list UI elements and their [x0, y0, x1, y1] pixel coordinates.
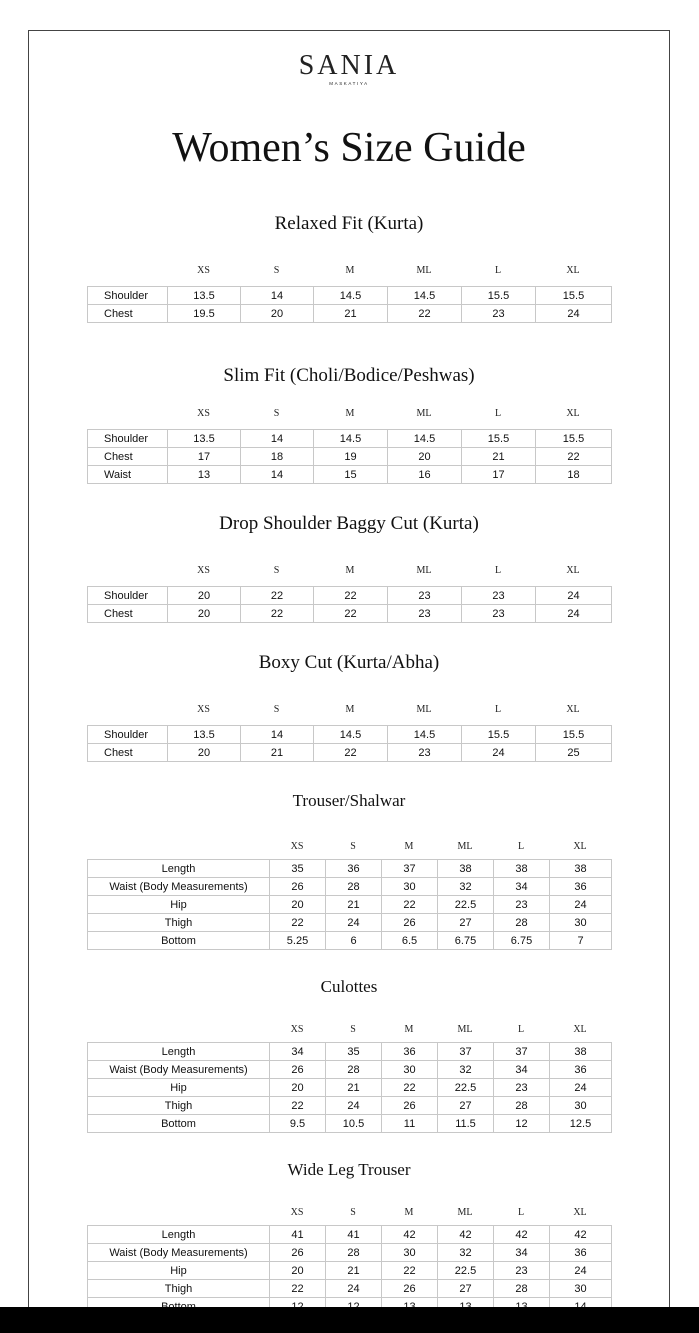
row-label: Bottom — [88, 1115, 270, 1133]
table-cell: 21 — [314, 305, 388, 323]
row-label: Bottom — [88, 932, 270, 950]
table-cell: 36 — [550, 1244, 612, 1262]
table-cell: 26 — [270, 1061, 326, 1079]
table-cell: 24 — [550, 1262, 612, 1280]
row-label: Hip — [88, 1262, 270, 1280]
row-label: Waist — [88, 466, 168, 484]
size-table — [87, 429, 612, 484]
table-cell: 20 — [168, 605, 241, 623]
size-header: M — [345, 565, 355, 576]
table-cell: 15.5 — [536, 287, 612, 305]
table-cell: 30 — [382, 878, 438, 896]
table-cell: 14.5 — [388, 430, 462, 448]
table-cell: 27 — [438, 1280, 494, 1298]
table-cell: 20 — [270, 1262, 326, 1280]
table-cell: 23 — [388, 744, 462, 762]
table-cell: 6.5 — [382, 932, 438, 950]
table-cell: 38 — [438, 860, 494, 878]
size-header: ML — [416, 565, 432, 576]
row-label: Waist (Body Measurements) — [88, 1061, 270, 1079]
row-label: Chest — [88, 448, 168, 466]
table-cell: 19 — [314, 448, 388, 466]
table-row — [88, 1079, 612, 1097]
size-header: M — [404, 1024, 414, 1035]
size-header: XL — [573, 841, 587, 852]
table-cell: 24 — [550, 896, 612, 914]
table-row — [88, 1097, 612, 1115]
table-cell: 20 — [168, 587, 241, 605]
section-title: Slim Fit (Choli/Bodice/Peshwas) — [223, 365, 475, 386]
table-cell: 14 — [241, 430, 314, 448]
size-header: S — [273, 565, 280, 576]
table-cell: 22.5 — [438, 896, 494, 914]
table-cell: 15.5 — [462, 287, 536, 305]
table-row — [88, 605, 612, 623]
size-table — [87, 1042, 612, 1133]
size-header: ML — [457, 1207, 473, 1218]
size-header: XS — [197, 408, 210, 419]
table-cell: 22 — [270, 1097, 326, 1115]
table-cell: 24 — [326, 1097, 382, 1115]
size-header: ML — [457, 841, 473, 852]
table-cell: 26 — [382, 914, 438, 932]
table-cell: 23 — [462, 587, 536, 605]
table-cell: 32 — [438, 878, 494, 896]
table-cell: 28 — [494, 1097, 550, 1115]
table-cell: 27 — [438, 1097, 494, 1115]
table-cell: 22 — [314, 587, 388, 605]
size-header: XL — [573, 1207, 587, 1218]
size-header: XL — [573, 1024, 587, 1035]
row-label: Shoulder — [88, 430, 168, 448]
table-cell: 20 — [168, 744, 241, 762]
table-cell: 36 — [382, 1043, 438, 1061]
table-cell: 22 — [382, 1079, 438, 1097]
size-header: M — [345, 265, 355, 276]
table-cell: 30 — [550, 914, 612, 932]
table-cell: 12 — [494, 1115, 550, 1133]
size-table — [87, 286, 612, 323]
size-header: S — [350, 1024, 356, 1035]
table-cell: 14.5 — [314, 726, 388, 744]
row-label: Thigh — [88, 1097, 270, 1115]
table-cell: 13.5 — [168, 287, 241, 305]
size-header: L — [494, 565, 502, 576]
size-header: XS — [197, 265, 210, 276]
table-cell: 37 — [494, 1043, 550, 1061]
table-cell: 32 — [438, 1061, 494, 1079]
table-cell: 38 — [550, 1043, 612, 1061]
table-cell: 36 — [550, 878, 612, 896]
table-cell: 18 — [536, 466, 612, 484]
table-cell: 30 — [382, 1244, 438, 1262]
table-cell: 7 — [550, 932, 612, 950]
table-cell: 22.5 — [438, 1262, 494, 1280]
row-label: Hip — [88, 1079, 270, 1097]
table-cell: 24 — [462, 744, 536, 762]
size-header: XL — [566, 408, 580, 419]
table-cell: 6 — [326, 932, 382, 950]
size-header: M — [404, 841, 414, 852]
table-cell: 30 — [550, 1280, 612, 1298]
table-cell: 21 — [241, 744, 314, 762]
table-cell: 34 — [494, 1061, 550, 1079]
table-cell: 5.25 — [270, 932, 326, 950]
table-cell: 20 — [270, 896, 326, 914]
table-row — [88, 896, 612, 914]
table-row — [88, 305, 612, 323]
table-cell: 22 — [536, 448, 612, 466]
size-header: ML — [416, 265, 432, 276]
table-cell: 22 — [270, 1280, 326, 1298]
table-row — [88, 1262, 612, 1280]
table-cell: 14.5 — [388, 287, 462, 305]
size-guide-document — [28, 30, 670, 1321]
table-cell: 42 — [382, 1226, 438, 1244]
table-row — [88, 878, 612, 896]
size-header: M — [345, 408, 355, 419]
size-header: ML — [457, 1024, 473, 1035]
table-row — [88, 726, 612, 744]
table-row — [88, 448, 612, 466]
bottom-bar — [0, 1307, 699, 1333]
table-cell: 22 — [241, 605, 314, 623]
table-row — [88, 744, 612, 762]
table-cell: 28 — [326, 1244, 382, 1262]
table-row — [88, 1226, 612, 1244]
size-header: XS — [197, 704, 210, 715]
table-cell: 23 — [388, 605, 462, 623]
table-cell: 22 — [388, 305, 462, 323]
brand-logo: SANIA — [298, 50, 400, 81]
table-cell: 24 — [536, 587, 612, 605]
table-cell: 20 — [241, 305, 314, 323]
table-cell: 22 — [314, 744, 388, 762]
section-title: Relaxed Fit (Kurta) — [274, 213, 424, 234]
size-header: XL — [566, 704, 580, 715]
table-cell: 15.5 — [462, 726, 536, 744]
table-cell: 23 — [388, 587, 462, 605]
row-label: Hip — [88, 896, 270, 914]
table-cell: 23 — [462, 305, 536, 323]
table-cell: 34 — [494, 1244, 550, 1262]
table-cell: 13 — [168, 466, 241, 484]
size-header: XS — [290, 841, 304, 852]
row-label: Shoulder — [88, 287, 168, 305]
table-cell: 10.5 — [326, 1115, 382, 1133]
size-header: L — [494, 408, 502, 419]
size-header: ML — [416, 704, 432, 715]
section-title: Culottes — [320, 977, 378, 996]
table-cell: 14.5 — [314, 287, 388, 305]
row-label: Shoulder — [88, 587, 168, 605]
table-cell: 28 — [326, 1061, 382, 1079]
table-cell: 26 — [382, 1280, 438, 1298]
table-cell: 28 — [494, 1280, 550, 1298]
table-cell: 38 — [550, 860, 612, 878]
size-header: XS — [290, 1207, 304, 1218]
table-cell: 12.5 — [550, 1115, 612, 1133]
table-cell: 21 — [462, 448, 536, 466]
size-header: S — [350, 1207, 356, 1218]
brand-subline: MASKATIYA — [329, 81, 369, 86]
table-cell: 27 — [438, 914, 494, 932]
table-cell: 23 — [462, 605, 536, 623]
table-cell: 15.5 — [462, 430, 536, 448]
table-cell: 21 — [326, 1262, 382, 1280]
table-row — [88, 1061, 612, 1079]
row-label: Shoulder — [88, 726, 168, 744]
table-cell: 28 — [326, 878, 382, 896]
table-cell: 34 — [494, 878, 550, 896]
row-label: Waist (Body Measurements) — [88, 1244, 270, 1262]
table-cell: 42 — [494, 1226, 550, 1244]
table-cell: 24 — [326, 914, 382, 932]
table-cell: 24 — [536, 605, 612, 623]
table-cell: 18 — [241, 448, 314, 466]
table-cell: 19.5 — [168, 305, 241, 323]
table-cell: 15 — [314, 466, 388, 484]
size-header: XL — [566, 265, 580, 276]
size-table — [87, 586, 612, 623]
table-cell: 14.5 — [388, 726, 462, 744]
table-cell: 42 — [438, 1226, 494, 1244]
table-cell: 26 — [270, 878, 326, 896]
table-cell: 17 — [168, 448, 241, 466]
table-cell: 15.5 — [536, 430, 612, 448]
row-label: Thigh — [88, 914, 270, 932]
table-cell: 15.5 — [536, 726, 612, 744]
table-cell: 22 — [270, 914, 326, 932]
row-label: Length — [88, 1226, 270, 1244]
table-cell: 26 — [270, 1244, 326, 1262]
table-row — [88, 466, 612, 484]
table-row — [88, 914, 612, 932]
size-header: L — [494, 704, 502, 715]
table-row — [88, 430, 612, 448]
table-cell: 36 — [326, 860, 382, 878]
table-row — [88, 1244, 612, 1262]
table-cell: 32 — [438, 1244, 494, 1262]
table-cell: 35 — [326, 1043, 382, 1061]
table-cell: 23 — [494, 1079, 550, 1097]
size-header: XS — [290, 1024, 304, 1035]
table-cell: 14.5 — [314, 430, 388, 448]
table-cell: 25 — [536, 744, 612, 762]
section-title: Trouser/Shalwar — [292, 791, 406, 810]
row-label: Chest — [88, 605, 168, 623]
table-cell: 11 — [382, 1115, 438, 1133]
row-label: Thigh — [88, 1280, 270, 1298]
table-cell: 22 — [382, 1262, 438, 1280]
table-cell: 41 — [270, 1226, 326, 1244]
table-row — [88, 1043, 612, 1061]
table-cell: 28 — [494, 914, 550, 932]
table-cell: 42 — [550, 1226, 612, 1244]
table-cell: 23 — [494, 896, 550, 914]
size-header: S — [273, 704, 280, 715]
row-label: Waist (Body Measurements) — [88, 878, 270, 896]
table-row — [88, 1115, 612, 1133]
table-cell: 35 — [270, 860, 326, 878]
size-table — [87, 1225, 612, 1316]
row-label: Length — [88, 860, 270, 878]
table-cell: 20 — [270, 1079, 326, 1097]
table-cell: 23 — [494, 1262, 550, 1280]
table-cell: 6.75 — [438, 932, 494, 950]
table-cell: 22 — [314, 605, 388, 623]
size-header: ML — [416, 408, 432, 419]
size-header: XS — [197, 565, 210, 576]
section-title: Drop Shoulder Baggy Cut (Kurta) — [219, 513, 479, 534]
size-header: XL — [566, 565, 580, 576]
size-header: L — [494, 265, 502, 276]
table-cell: 26 — [382, 1097, 438, 1115]
size-header: M — [345, 704, 355, 715]
table-cell: 20 — [388, 448, 462, 466]
table-cell: 21 — [326, 896, 382, 914]
section-title: Boxy Cut (Kurta/Abha) — [258, 652, 440, 673]
table-cell: 13.5 — [168, 430, 241, 448]
table-cell: 30 — [382, 1061, 438, 1079]
table-cell: 11.5 — [438, 1115, 494, 1133]
table-cell: 14 — [241, 466, 314, 484]
table-cell: 21 — [326, 1079, 382, 1097]
table-cell: 22 — [241, 587, 314, 605]
table-row — [88, 860, 612, 878]
row-label: Length — [88, 1043, 270, 1061]
table-cell: 34 — [270, 1043, 326, 1061]
table-cell: 14 — [241, 726, 314, 744]
table-cell: 6.75 — [494, 932, 550, 950]
table-cell: 24 — [536, 305, 612, 323]
table-row — [88, 287, 612, 305]
table-cell: 30 — [550, 1097, 612, 1115]
size-header: L — [517, 1024, 525, 1035]
size-header: L — [517, 841, 525, 852]
row-label: Chest — [88, 305, 168, 323]
table-cell: 13.5 — [168, 726, 241, 744]
table-cell: 17 — [462, 466, 536, 484]
size-table — [87, 725, 612, 762]
table-row — [88, 1280, 612, 1298]
table-cell: 24 — [326, 1280, 382, 1298]
table-cell: 22 — [382, 896, 438, 914]
table-cell: 38 — [494, 860, 550, 878]
section-title: Wide Leg Trouser — [287, 1160, 411, 1179]
size-header: M — [404, 1207, 414, 1218]
table-cell: 16 — [388, 466, 462, 484]
table-cell: 22.5 — [438, 1079, 494, 1097]
size-header: L — [517, 1207, 525, 1218]
table-cell: 37 — [382, 860, 438, 878]
table-cell: 14 — [241, 287, 314, 305]
size-header: S — [273, 408, 280, 419]
page-title: Women’s Size Guide — [172, 125, 526, 171]
table-row — [88, 587, 612, 605]
row-label: Chest — [88, 744, 168, 762]
size-table — [87, 859, 612, 950]
table-cell: 24 — [550, 1079, 612, 1097]
table-cell: 9.5 — [270, 1115, 326, 1133]
size-header: S — [273, 265, 280, 276]
table-row — [88, 932, 612, 950]
table-cell: 41 — [326, 1226, 382, 1244]
size-header: S — [350, 841, 356, 852]
table-cell: 37 — [438, 1043, 494, 1061]
table-cell: 36 — [550, 1061, 612, 1079]
